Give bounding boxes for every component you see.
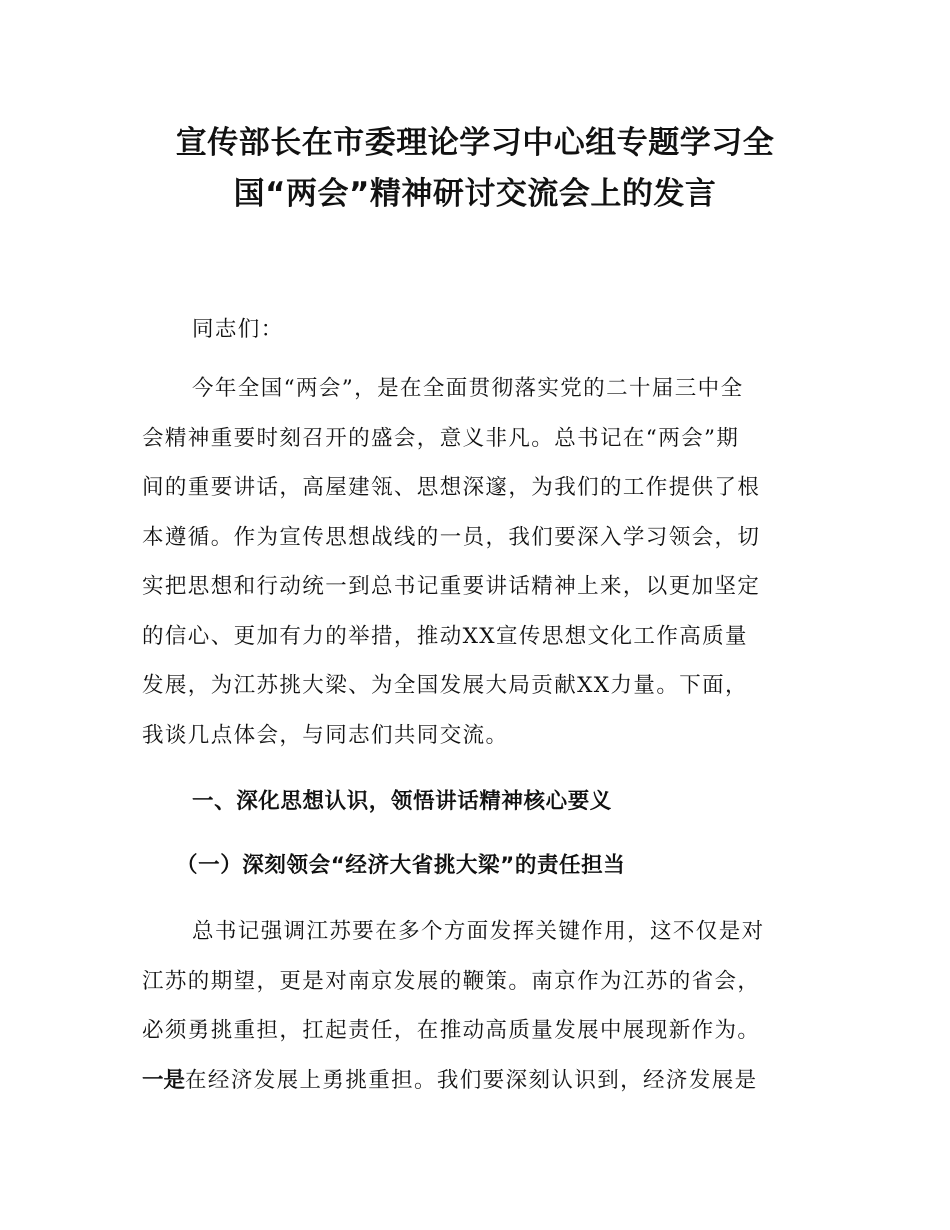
paragraph-line: 间的重要讲话，高屋建瓴、思想深邃，为我们的工作提供了根 xyxy=(142,475,761,500)
paragraph-line: 本遵循。作为宣传思想战线的一员，我们要深入学习领会，切 xyxy=(142,524,761,550)
emphasis-lead: 一是 xyxy=(142,1067,186,1093)
paragraph-line: 总书记强调江苏要在多个方面发挥关键作用，这不仅是对 xyxy=(192,919,765,944)
paragraph-line: 会精神重要时刻召开的盛会，意义非凡。总书记在“两会”期 xyxy=(142,425,740,451)
title-line: 宣传部长在市委理论学习中心组专题学习全 xyxy=(175,125,775,161)
section-heading: 一、深化思想认识，领悟讲话精神核心要义 xyxy=(192,789,612,814)
paragraph-intro xyxy=(142,364,812,760)
paragraph-responsibility xyxy=(142,907,812,1105)
subsection-heading: （一）深刻领会“经济大省挑大梁”的责任担当 xyxy=(176,853,626,878)
paragraph-line: 必须勇挑重担，扛起责任，在推动高质量发展中展现新作为。 xyxy=(142,1018,761,1043)
paragraph-line: 今年全国“两会”，是在全面贯彻落实党的二十届三中全 xyxy=(192,376,744,401)
paragraph-line: 我谈几点体会，与同志们共同交流。 xyxy=(142,722,509,748)
paragraph-line-last xyxy=(142,1056,812,1106)
paragraph-line: 的信心、更加有力的举措，推动XX宣传思想文化工作高质量 xyxy=(142,623,748,649)
paragraph-line: 江苏的期望，更是对南京发展的鞭策。南京作为江苏的省会， xyxy=(142,968,761,994)
document-title xyxy=(140,118,810,220)
title-line: 国“两会”精神研讨交流会上的发言 xyxy=(233,176,717,212)
greeting: 同志们： xyxy=(192,317,284,342)
paragraph-line-rest: 在经济发展上勇挑重担。我们要深刻认识到，经济发展是 xyxy=(185,1067,758,1093)
paragraph-line: 实把思想和行动统一到总书记重要讲话精神上来，以更加坚定 xyxy=(142,574,761,599)
paragraph-line: 发展，为江苏挑大梁、为全国发展大局贡献XX力量。下面， xyxy=(142,673,748,698)
